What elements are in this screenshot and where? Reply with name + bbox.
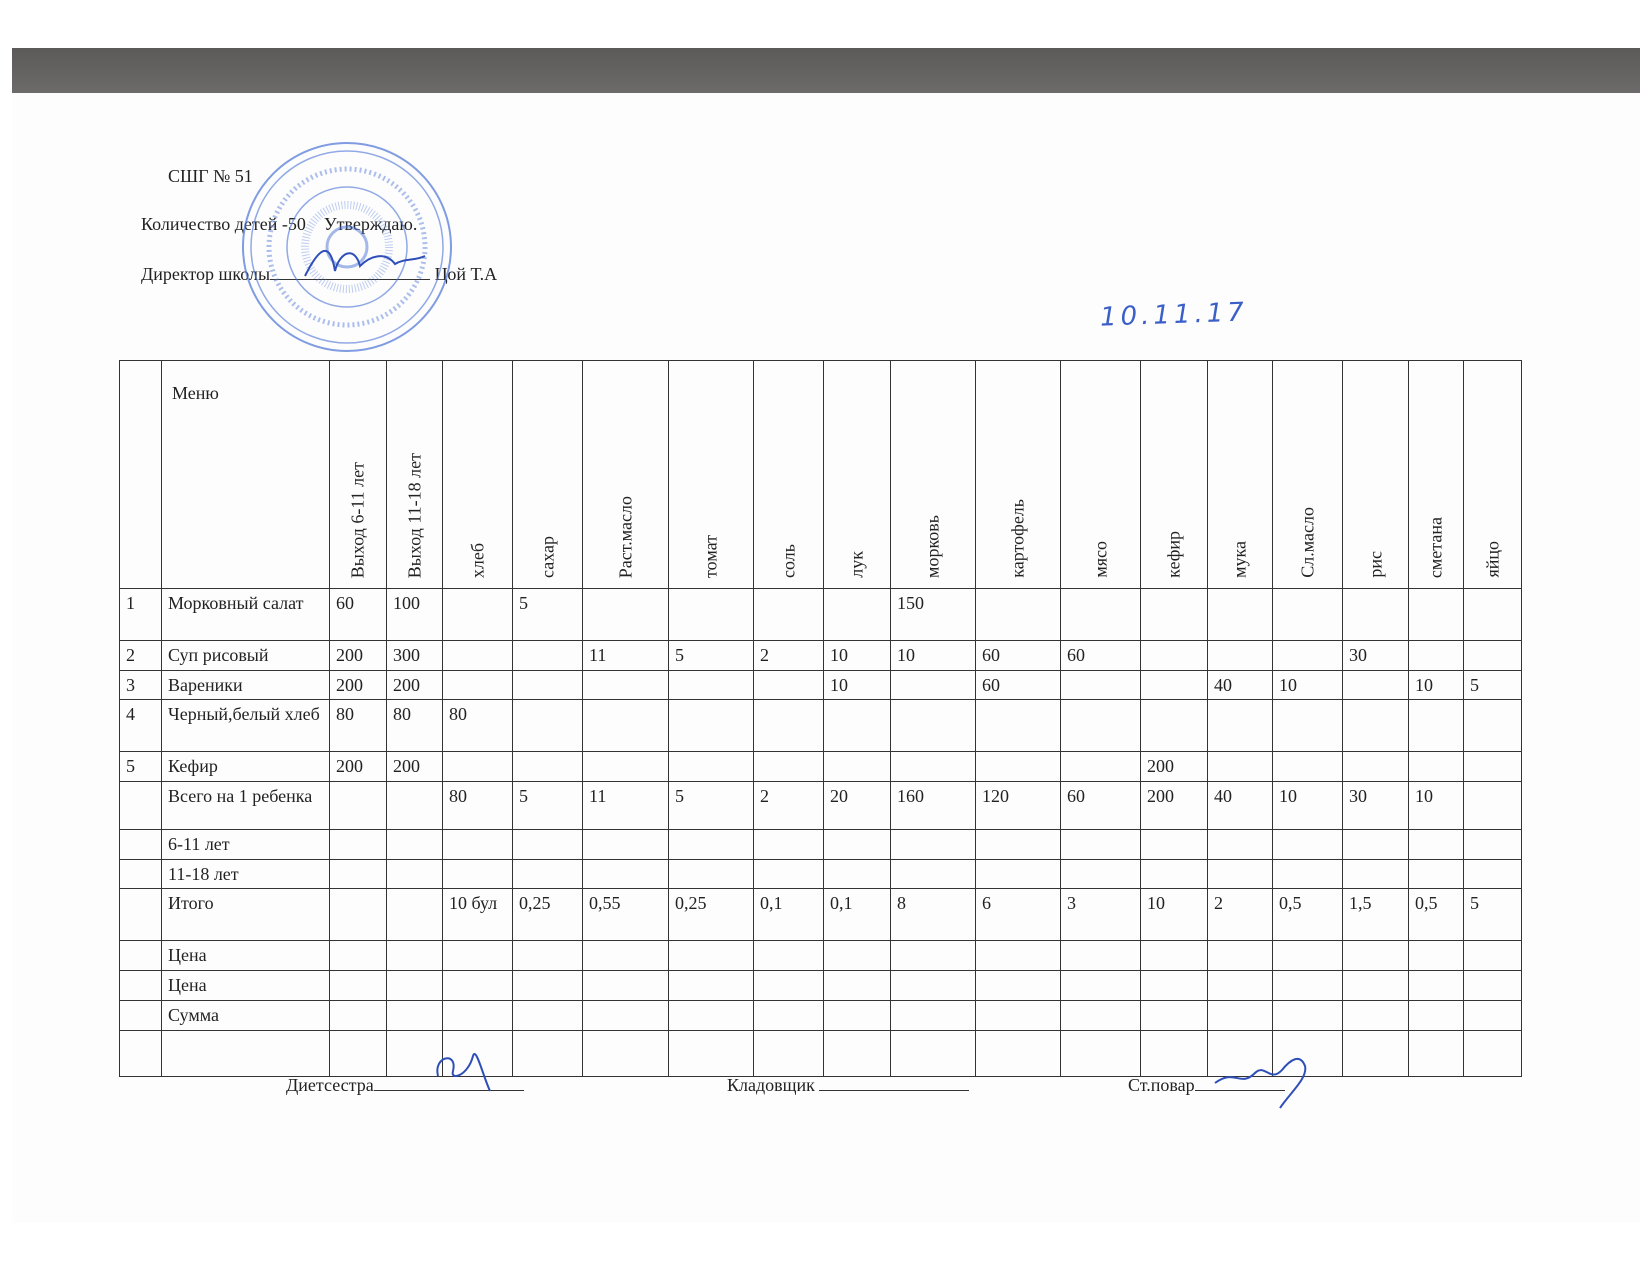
table-cell bbox=[1208, 589, 1273, 641]
table-cell: 100 bbox=[387, 589, 443, 641]
table-row bbox=[120, 941, 1522, 971]
table-cell: 10 bbox=[891, 641, 976, 671]
table-cell bbox=[1464, 752, 1522, 782]
table-cell bbox=[1343, 700, 1409, 752]
table-cell bbox=[1343, 752, 1409, 782]
table-cell bbox=[824, 700, 891, 752]
row-number bbox=[120, 1030, 162, 1076]
table-cell bbox=[1273, 859, 1343, 889]
table-cell bbox=[1409, 1030, 1464, 1076]
table-cell: 2 bbox=[754, 641, 824, 671]
table-cell bbox=[754, 941, 824, 971]
table-cell bbox=[330, 889, 387, 941]
table-cell: 80 bbox=[443, 782, 513, 830]
row-dish-name: Цена bbox=[162, 971, 330, 1001]
header-col: мясо bbox=[1061, 361, 1141, 589]
table-cell bbox=[330, 971, 387, 1001]
table-cell bbox=[583, 971, 669, 1001]
row-dish-name: Всего на 1 ребенка bbox=[162, 782, 330, 830]
table-cell: 2 bbox=[1208, 889, 1273, 941]
table-cell bbox=[976, 971, 1061, 1001]
school-name: СШГ № 51 bbox=[168, 166, 253, 186]
table-cell: 60 bbox=[1061, 782, 1141, 830]
table-cell bbox=[1464, 641, 1522, 671]
table-cell bbox=[669, 971, 754, 1001]
table-cell bbox=[1208, 971, 1273, 1001]
row-dish-name: Черный,белый хлеб bbox=[162, 700, 330, 752]
storekeeper-label: Кладовщик bbox=[727, 1075, 815, 1095]
table-cell: 5 bbox=[669, 641, 754, 671]
table-cell bbox=[443, 641, 513, 671]
table-cell bbox=[824, 752, 891, 782]
row-dish-name: Вареники bbox=[162, 670, 330, 700]
table-cell: 5 bbox=[1464, 670, 1522, 700]
director-name: Цой Т.А bbox=[434, 264, 498, 284]
table-cell bbox=[1141, 641, 1208, 671]
table-cell bbox=[976, 752, 1061, 782]
table-cell: 200 bbox=[330, 641, 387, 671]
scan-edge-top bbox=[12, 48, 1640, 93]
table-cell bbox=[1464, 830, 1522, 860]
table-cell bbox=[891, 670, 976, 700]
table-cell bbox=[891, 941, 976, 971]
header-col: рис bbox=[1343, 361, 1409, 589]
table-cell bbox=[824, 859, 891, 889]
table-cell bbox=[1343, 589, 1409, 641]
table-cell bbox=[330, 1030, 387, 1076]
table-cell: 5 bbox=[513, 589, 583, 641]
table-cell bbox=[1464, 782, 1522, 830]
header-col: морковь bbox=[891, 361, 976, 589]
table-cell bbox=[1409, 641, 1464, 671]
table-cell bbox=[1464, 700, 1522, 752]
table-cell bbox=[330, 859, 387, 889]
table-cell bbox=[669, 670, 754, 700]
table-cell bbox=[1141, 971, 1208, 1001]
table-cell bbox=[1273, 830, 1343, 860]
table-cell: 60 bbox=[976, 641, 1061, 671]
row-dish-name: 6-11 лет bbox=[162, 830, 330, 860]
table-cell bbox=[669, 1030, 754, 1076]
table-cell bbox=[754, 1000, 824, 1030]
table-cell bbox=[443, 971, 513, 1001]
table-cell bbox=[1343, 830, 1409, 860]
table-cell: 60 bbox=[976, 670, 1061, 700]
table-cell bbox=[1061, 670, 1141, 700]
table-cell bbox=[1464, 1030, 1522, 1076]
header-number-cell bbox=[120, 361, 162, 589]
table-cell bbox=[754, 589, 824, 641]
table-cell bbox=[976, 830, 1061, 860]
header-menu-cell: Меню bbox=[162, 361, 330, 589]
table-cell: 10 bbox=[1409, 670, 1464, 700]
scan-edge-bottom bbox=[0, 1225, 1650, 1275]
table-cell bbox=[443, 859, 513, 889]
table-cell bbox=[824, 941, 891, 971]
approve-text: Утверждаю. bbox=[323, 214, 418, 234]
table-cell bbox=[1061, 941, 1141, 971]
table-cell bbox=[669, 589, 754, 641]
table-cell: 0,25 bbox=[513, 889, 583, 941]
table-cell: 200 bbox=[330, 670, 387, 700]
table-cell bbox=[513, 670, 583, 700]
table-cell bbox=[1208, 700, 1273, 752]
table-cell bbox=[1141, 589, 1208, 641]
table-row bbox=[120, 782, 1522, 830]
table-cell bbox=[1061, 1030, 1141, 1076]
table-cell bbox=[1061, 859, 1141, 889]
table-cell: 200 bbox=[1141, 752, 1208, 782]
table-cell bbox=[513, 700, 583, 752]
table-cell bbox=[891, 752, 976, 782]
table-cell bbox=[1141, 859, 1208, 889]
table-cell bbox=[1464, 941, 1522, 971]
table-cell bbox=[443, 830, 513, 860]
table-cell: 8 bbox=[891, 889, 976, 941]
table-cell bbox=[1464, 971, 1522, 1001]
table-cell bbox=[891, 971, 976, 1001]
header-col: кефир bbox=[1141, 361, 1208, 589]
table-cell: 10 bbox=[1273, 782, 1343, 830]
table-cell bbox=[1409, 971, 1464, 1001]
table-cell bbox=[1141, 700, 1208, 752]
table-row bbox=[120, 971, 1522, 1001]
table-cell bbox=[330, 941, 387, 971]
row-dish-name: Цена bbox=[162, 941, 330, 971]
table-cell: 0,5 bbox=[1273, 889, 1343, 941]
table-cell bbox=[513, 752, 583, 782]
table-cell bbox=[891, 1000, 976, 1030]
table-cell: 1,5 bbox=[1343, 889, 1409, 941]
table-cell: 5 bbox=[669, 782, 754, 830]
table-cell bbox=[1409, 589, 1464, 641]
table-cell bbox=[891, 859, 976, 889]
header-col: яйцо bbox=[1464, 361, 1522, 589]
table-cell bbox=[1141, 941, 1208, 971]
row-number: 2 bbox=[120, 641, 162, 671]
table-cell: 11 bbox=[583, 641, 669, 671]
table-cell bbox=[754, 670, 824, 700]
dietsister-label: Диетсестра bbox=[286, 1075, 374, 1095]
row-number bbox=[120, 941, 162, 971]
table-cell bbox=[1061, 971, 1141, 1001]
row-number bbox=[120, 889, 162, 941]
table-cell bbox=[387, 830, 443, 860]
table-cell bbox=[1061, 589, 1141, 641]
table-cell: 200 bbox=[1141, 782, 1208, 830]
table-cell bbox=[583, 752, 669, 782]
storekeeper-line bbox=[819, 1072, 969, 1091]
table-cell bbox=[669, 752, 754, 782]
table-cell: 0,1 bbox=[824, 889, 891, 941]
table-cell bbox=[1464, 589, 1522, 641]
header-col: хлеб bbox=[443, 361, 513, 589]
table-cell bbox=[1208, 830, 1273, 860]
table-cell: 2 bbox=[754, 782, 824, 830]
table-cell bbox=[387, 941, 443, 971]
table-cell: 10 bbox=[824, 641, 891, 671]
table-cell bbox=[1409, 752, 1464, 782]
table-row bbox=[120, 752, 1522, 782]
table-cell bbox=[669, 941, 754, 971]
table-cell bbox=[583, 1000, 669, 1030]
row-dish-name: Итого bbox=[162, 889, 330, 941]
table-cell bbox=[330, 782, 387, 830]
table-cell: 200 bbox=[387, 752, 443, 782]
senior-cook-label: Ст.повар bbox=[1128, 1075, 1195, 1095]
storekeeper-signature-block bbox=[727, 1072, 969, 1096]
row-dish-name: Сумма bbox=[162, 1000, 330, 1030]
table-cell bbox=[330, 1000, 387, 1030]
table-cell: 200 bbox=[387, 670, 443, 700]
table-cell bbox=[824, 1030, 891, 1076]
table-cell bbox=[513, 1030, 583, 1076]
header-col: Выход 6-11 лет bbox=[330, 361, 387, 589]
table-cell bbox=[754, 700, 824, 752]
table-cell bbox=[1273, 971, 1343, 1001]
table-cell bbox=[1343, 1000, 1409, 1030]
row-number bbox=[120, 830, 162, 860]
senior-cook-signature bbox=[1210, 1048, 1320, 1113]
table-cell bbox=[1061, 830, 1141, 860]
table-cell bbox=[754, 830, 824, 860]
table-cell: 40 bbox=[1208, 670, 1273, 700]
row-number bbox=[120, 859, 162, 889]
row-number: 3 bbox=[120, 670, 162, 700]
table-cell: 120 bbox=[976, 782, 1061, 830]
director-label: Директор школы bbox=[141, 264, 271, 284]
table-cell bbox=[1141, 670, 1208, 700]
table-cell bbox=[1061, 700, 1141, 752]
table-cell: 10 бул bbox=[443, 889, 513, 941]
table-cell bbox=[513, 641, 583, 671]
table-cell: 160 bbox=[891, 782, 976, 830]
table-cell: 10 bbox=[1141, 889, 1208, 941]
table-cell bbox=[976, 1030, 1061, 1076]
table-cell: 80 bbox=[443, 700, 513, 752]
header-col: мука bbox=[1208, 361, 1273, 589]
table-cell bbox=[443, 941, 513, 971]
table-cell: 200 bbox=[330, 752, 387, 782]
table-cell bbox=[1208, 859, 1273, 889]
table-cell bbox=[513, 1000, 583, 1030]
menu-table bbox=[119, 360, 1522, 1077]
table-cell bbox=[976, 1000, 1061, 1030]
table-cell bbox=[976, 589, 1061, 641]
table-row bbox=[120, 1000, 1522, 1030]
table-cell: 150 bbox=[891, 589, 976, 641]
table-cell bbox=[513, 859, 583, 889]
table-cell: 300 bbox=[387, 641, 443, 671]
table-cell bbox=[1141, 830, 1208, 860]
table-cell bbox=[1208, 641, 1273, 671]
table-cell bbox=[583, 589, 669, 641]
table-cell: 3 bbox=[1061, 889, 1141, 941]
row-number: 1 bbox=[120, 589, 162, 641]
table-cell bbox=[891, 1030, 976, 1076]
table-cell bbox=[1464, 1000, 1522, 1030]
table-cell bbox=[583, 670, 669, 700]
table-cell: 80 bbox=[387, 700, 443, 752]
table-cell bbox=[1273, 941, 1343, 971]
table-cell bbox=[1208, 941, 1273, 971]
table-cell: 60 bbox=[1061, 641, 1141, 671]
table-cell: 0,5 bbox=[1409, 889, 1464, 941]
table-cell bbox=[669, 830, 754, 860]
table-cell bbox=[824, 830, 891, 860]
handwritten-date: 10.11.17 bbox=[1099, 297, 1249, 333]
row-dish-name bbox=[162, 1030, 330, 1076]
table-cell: 0,1 bbox=[754, 889, 824, 941]
table-cell: 10 bbox=[1409, 782, 1464, 830]
table-cell: 0,55 bbox=[583, 889, 669, 941]
table-cell bbox=[443, 670, 513, 700]
table-cell bbox=[976, 700, 1061, 752]
row-number bbox=[120, 1000, 162, 1030]
row-number bbox=[120, 971, 162, 1001]
table-cell bbox=[387, 889, 443, 941]
table-cell bbox=[1273, 641, 1343, 671]
table-cell bbox=[669, 1000, 754, 1030]
table-cell bbox=[583, 859, 669, 889]
table-cell bbox=[1343, 941, 1409, 971]
table-cell bbox=[1343, 859, 1409, 889]
table-cell bbox=[1343, 971, 1409, 1001]
table-cell bbox=[891, 700, 976, 752]
table-cell bbox=[583, 1030, 669, 1076]
table-cell bbox=[824, 589, 891, 641]
row-dish-name: Морковный салат bbox=[162, 589, 330, 641]
row-dish-name: Кефир bbox=[162, 752, 330, 782]
table-cell: 10 bbox=[824, 670, 891, 700]
table-cell bbox=[669, 700, 754, 752]
table-cell bbox=[1273, 589, 1343, 641]
table-cell bbox=[754, 752, 824, 782]
dietsister-signature bbox=[428, 1036, 498, 1096]
row-dish-name: Суп рисовый bbox=[162, 641, 330, 671]
table-cell bbox=[443, 1000, 513, 1030]
table-cell bbox=[976, 859, 1061, 889]
row-number bbox=[120, 782, 162, 830]
table-cell: 60 bbox=[330, 589, 387, 641]
table-cell bbox=[513, 830, 583, 860]
table-cell bbox=[443, 589, 513, 641]
table-cell bbox=[583, 830, 669, 860]
table-cell bbox=[1061, 752, 1141, 782]
table-cell bbox=[1141, 1000, 1208, 1030]
table-cell: 0,25 bbox=[669, 889, 754, 941]
table-cell: 20 bbox=[824, 782, 891, 830]
table-cell bbox=[583, 700, 669, 752]
table-cell: 6 bbox=[976, 889, 1061, 941]
header-col: картофель bbox=[976, 361, 1061, 589]
table-cell bbox=[976, 941, 1061, 971]
table-cell: 30 bbox=[1343, 641, 1409, 671]
table-cell bbox=[387, 1000, 443, 1030]
children-count-text: Количество детей -50 bbox=[141, 214, 306, 234]
table-cell bbox=[1343, 1030, 1409, 1076]
header-col: сметана bbox=[1409, 361, 1464, 589]
table-cell bbox=[583, 941, 669, 971]
table-cell bbox=[1273, 752, 1343, 782]
table-cell bbox=[754, 1030, 824, 1076]
table-cell bbox=[754, 971, 824, 1001]
row-number: 5 bbox=[120, 752, 162, 782]
table-row bbox=[120, 670, 1522, 700]
table-cell bbox=[824, 971, 891, 1001]
table-cell bbox=[1141, 1030, 1208, 1076]
table-row bbox=[120, 700, 1522, 752]
table-cell bbox=[330, 830, 387, 860]
row-number: 4 bbox=[120, 700, 162, 752]
table-row bbox=[120, 641, 1522, 671]
table-cell bbox=[1273, 700, 1343, 752]
director-signature bbox=[300, 236, 430, 286]
table-row bbox=[120, 830, 1522, 860]
table-cell bbox=[1409, 941, 1464, 971]
header-col: Раст.масло bbox=[583, 361, 669, 589]
table-cell bbox=[891, 830, 976, 860]
table-cell: 5 bbox=[513, 782, 583, 830]
table-cell bbox=[387, 971, 443, 1001]
table-row bbox=[120, 889, 1522, 941]
row-dish-name: 11-18 лет bbox=[162, 859, 330, 889]
table-cell bbox=[824, 1000, 891, 1030]
table-cell bbox=[1061, 1000, 1141, 1030]
table-cell bbox=[1409, 830, 1464, 860]
header-col: соль bbox=[754, 361, 824, 589]
header-col: Сл.масло bbox=[1273, 361, 1343, 589]
table-cell: 80 bbox=[330, 700, 387, 752]
table-row bbox=[120, 859, 1522, 889]
table-cell bbox=[1208, 1000, 1273, 1030]
table-cell bbox=[1409, 859, 1464, 889]
table-cell bbox=[1464, 859, 1522, 889]
table-cell bbox=[387, 782, 443, 830]
header-col: Выход 11-18 лет bbox=[387, 361, 443, 589]
table-cell bbox=[513, 941, 583, 971]
header-col: сахар bbox=[513, 361, 583, 589]
table-cell: 30 bbox=[1343, 782, 1409, 830]
table-cell bbox=[669, 859, 754, 889]
header-col: томат bbox=[669, 361, 754, 589]
table-cell: 40 bbox=[1208, 782, 1273, 830]
table-cell: 10 bbox=[1273, 670, 1343, 700]
table-cell bbox=[754, 859, 824, 889]
table-cell bbox=[1208, 752, 1273, 782]
table-cell bbox=[1409, 700, 1464, 752]
table-cell: 11 bbox=[583, 782, 669, 830]
table-row bbox=[120, 589, 1522, 641]
header-col: лук bbox=[824, 361, 891, 589]
table-cell bbox=[1409, 1000, 1464, 1030]
table-header-row bbox=[120, 361, 1522, 589]
table-cell bbox=[513, 971, 583, 1001]
table-cell: 5 bbox=[1464, 889, 1522, 941]
table-cell bbox=[1343, 670, 1409, 700]
table-cell bbox=[443, 752, 513, 782]
table-cell bbox=[1273, 1000, 1343, 1030]
table-cell bbox=[387, 859, 443, 889]
